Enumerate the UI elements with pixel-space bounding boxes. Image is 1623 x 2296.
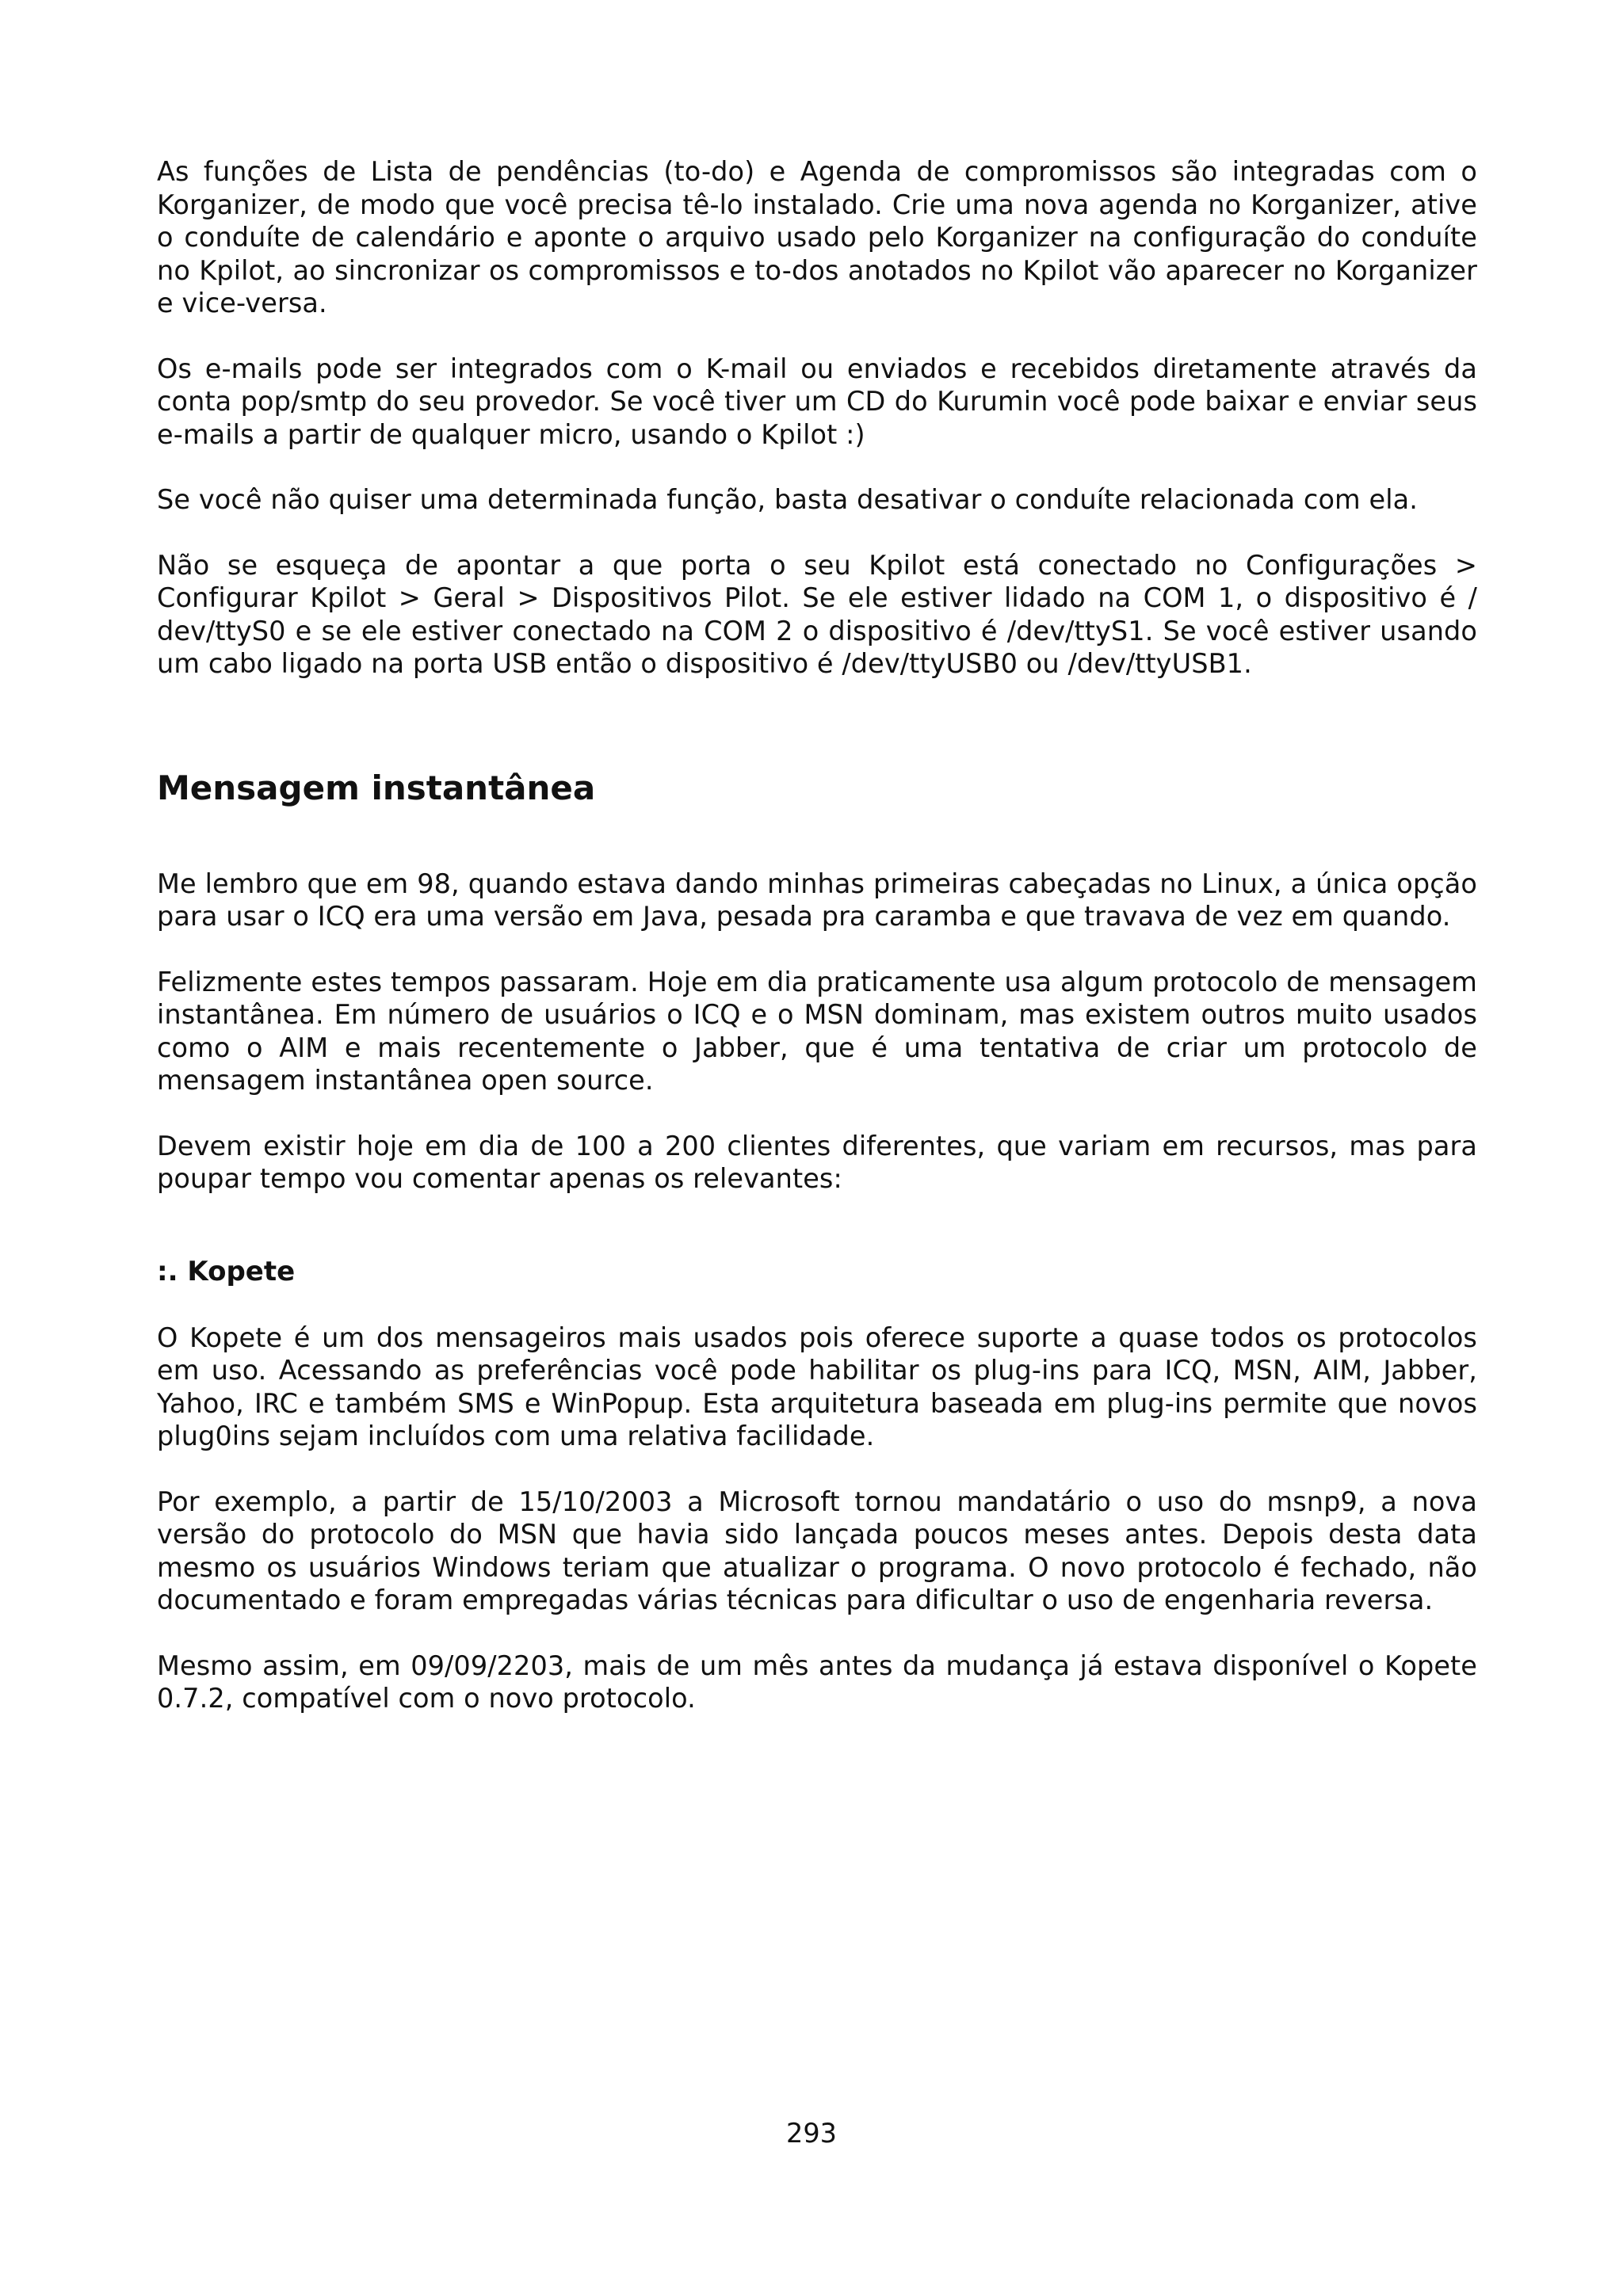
section-heading: Mensagem instantânea — [157, 768, 596, 807]
paragraph-kopete-intro: O Kopete é um dos mensageiros mais usados pois oferece suporte a quase todos os protocolos em uso. Acessando as preferências você pode habilitar os plug-ins para ICQ, MSN, AIM, Jabber, Yahoo, IRC e também SMS e WinPopup. Esta arquitetura baseada em plug-ins permite que novos plug0ins sejam incluídos com uma relativa facilidade. — [157, 1322, 1477, 1451]
paragraph-msnp9: Por exemplo, a partir de 15/10/2003 a Microsoft tornou mandatário o uso do msnp9, a nova versão do protocolo do MSN que havia sido lançada poucos meses antes. Depois desta data mesmo os usuários Windows teriam que atualizar o programa. O novo protocolo é fechado, não documentado e foram empregadas várias técnicas para dificultar o uso de engenharia reversa. — [157, 1486, 1477, 1615]
paragraph-clients: Devem existir hoje em dia de 100 a 200 clientes diferentes, que variam em recursos, mas para poupar tempo vou comentar apenas os relevantes: — [157, 1130, 1477, 1194]
page-number: 293 — [786, 2118, 837, 2149]
subsection-heading: :. Kopete — [157, 1255, 296, 1287]
paragraph-kopete-release: Mesmo assim, em 09/09/2203, mais de um mês antes da mudança já estava disponível o Kopete 0.7.2, compatível com o novo protocolo. — [157, 1650, 1477, 1714]
paragraph-history: Me lembro que em 98, quando estava dando minhas primeiras cabeçadas no Linux, a única opção para usar o ICQ era uma versão em Java, pesada pra caramba e que travava de vez em quando. — [157, 868, 1477, 932]
paragraph-protocols: Felizmente estes tempos passaram. Hoje em dia praticamente usa algum protocolo de mensagem instantânea. Em número de usuários o ICQ e o MSN dominam, mas existem outros muito usados como o AIM e mais recentemente o Jabber, que é uma tentativa de criar um protocolo de mensagem instantânea open source. — [157, 966, 1477, 1096]
paragraph-todo-agenda: As funções de Lista de pendências (to-do) e Agenda de compromissos são integradas com o Korganizer, de modo que você precisa tê-lo instalado. Crie uma nova agenda no Korganizer, ative o conduíte de calendário e aponte o arquivo usado pelo Korganizer na configuração do conduíte no Kpilot, ao sincronizar os compromissos e to-dos anotados no Kpilot vão aparecer no Korganizer e vice-versa. — [157, 156, 1477, 318]
paragraph-port-config: Não se esqueça de apontar a que porta o seu Kpilot está conectado no Configurações > Configurar Kpilot > Geral > Dispositivos Pilot. Se ele estiver lidado na COM 1, o dispositivo é / dev/ttyS0 e se ele estiver conectado na COM 2 o dispositivo é /dev/ttyS1. Se você estiver usando um cabo ligado na porta USB então o dispositivo é /dev/ttyUSB0 ou /dev/ttyUSB1. — [157, 549, 1477, 679]
paragraph-email: Os e-mails pode ser integrados com o K-mail ou enviados e recebidos diretamente através da conta pop/smtp do seu provedor. Se você tiver um CD do Kurumin você pode baixar e enviar seus e-mails a partir de qualquer micro, usando o Kpilot :) — [157, 353, 1477, 450]
paragraph-disable-conduit: Se você não quiser uma determinada função, basta desativar o conduíte relacionada com ela. — [157, 484, 1419, 515]
page-content — [157, 155, 1477, 1715]
